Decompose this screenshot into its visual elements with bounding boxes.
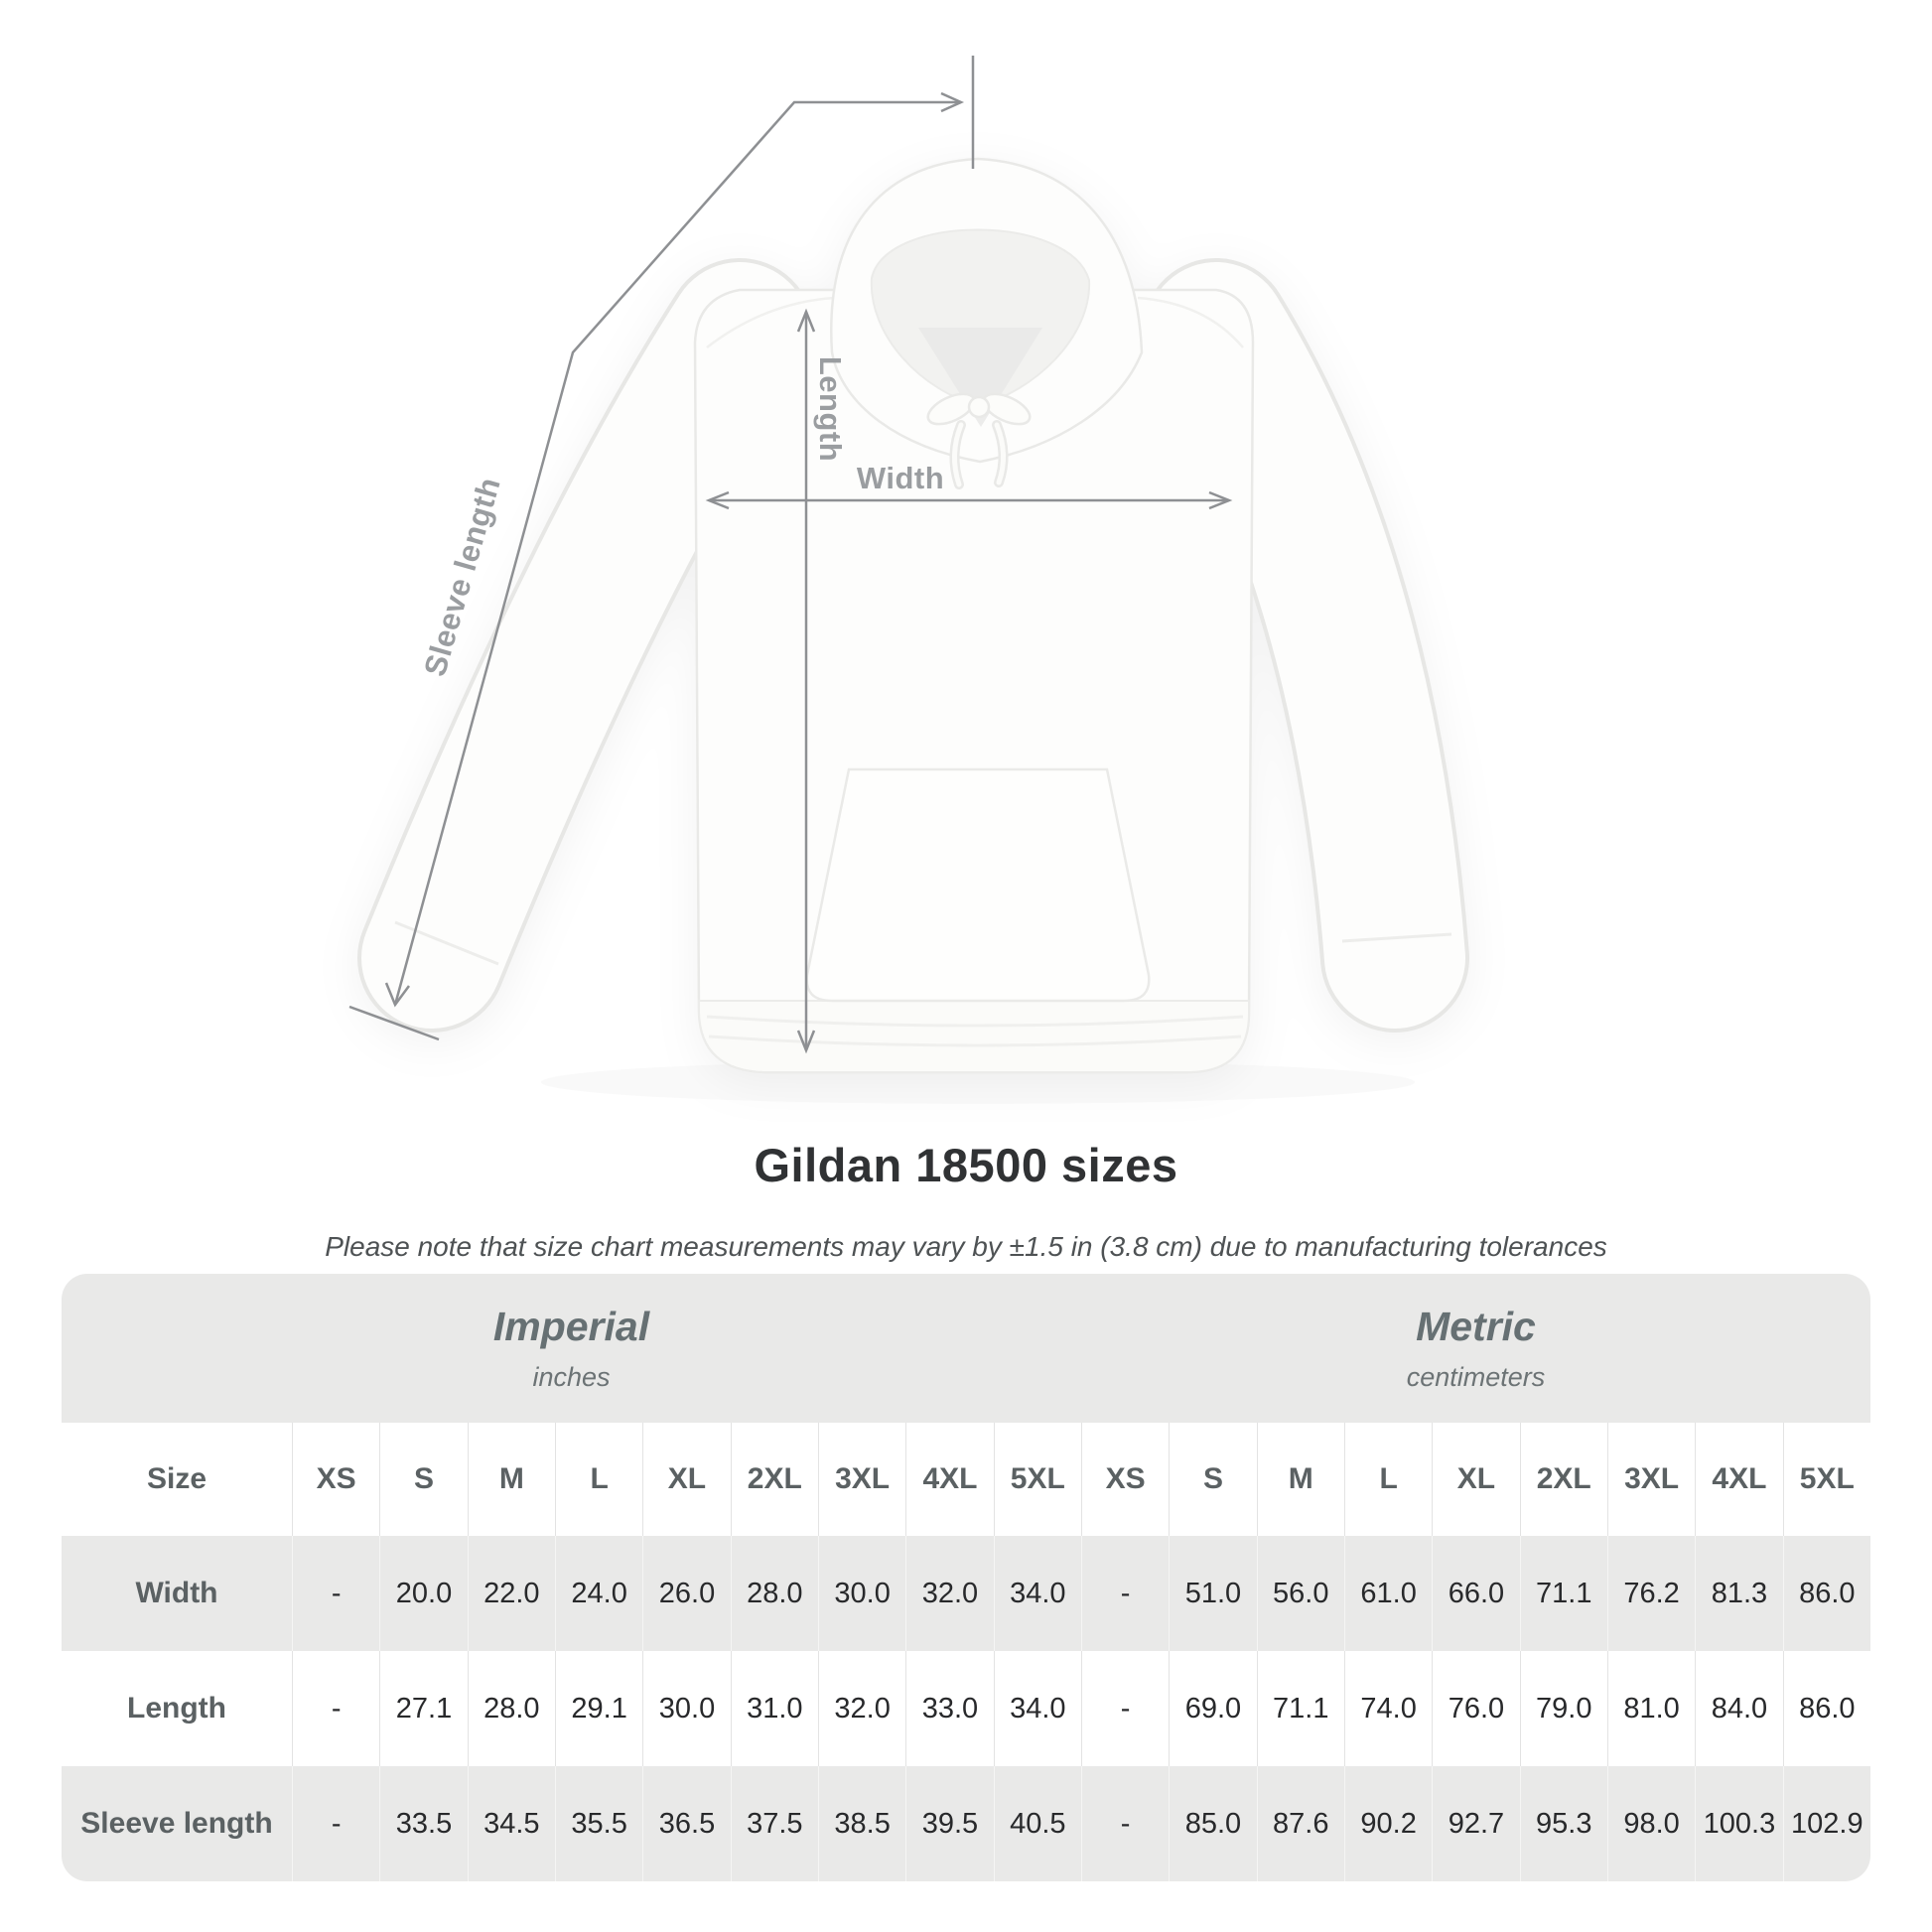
metric-size-header: 3XL <box>1607 1423 1695 1536</box>
imperial-value-cell: 31.0 <box>731 1651 818 1766</box>
imperial-value-cell: 36.5 <box>642 1766 730 1881</box>
metric-value-cell: 71.1 <box>1520 1536 1607 1651</box>
metric-value-cell: 81.0 <box>1607 1651 1695 1766</box>
imperial-value-cell: 26.0 <box>642 1536 730 1651</box>
imperial-size-header: 5XL <box>994 1423 1081 1536</box>
metric-value-cell: 81.3 <box>1695 1536 1782 1651</box>
metric-value-cell: 56.0 <box>1257 1536 1344 1651</box>
imperial-size-header: L <box>555 1423 642 1536</box>
metric-value-cell: - <box>1081 1651 1169 1766</box>
imperial-value-cell: - <box>292 1536 379 1651</box>
metric-value-cell: 51.0 <box>1169 1536 1256 1651</box>
length-row <box>62 1651 1870 1766</box>
imperial-value-cell: 28.0 <box>468 1651 555 1766</box>
metric-size-header: M <box>1257 1423 1344 1536</box>
imperial-value-cell: 37.5 <box>731 1766 818 1881</box>
metric-size-header: 4XL <box>1695 1423 1782 1536</box>
hoodie-graphic <box>395 159 1451 1104</box>
imperial-value-cell: 34.0 <box>994 1651 1081 1766</box>
metric-value-cell: - <box>1081 1536 1169 1651</box>
metric-size-header: XL <box>1432 1423 1519 1536</box>
imperial-size-header: M <box>468 1423 555 1536</box>
metric-value-cell: 87.6 <box>1257 1766 1344 1881</box>
length-row-label: Length <box>62 1651 292 1766</box>
size-chart-table <box>62 1274 1870 1881</box>
imperial-unit-label: inches <box>532 1362 611 1392</box>
width-row-label: Width <box>62 1536 292 1651</box>
imperial-value-cell: - <box>292 1766 379 1881</box>
metric-value-cell: 79.0 <box>1520 1651 1607 1766</box>
sleeve-length-row-label: Sleeve length <box>62 1766 292 1881</box>
imperial-value-cell: 32.0 <box>818 1651 905 1766</box>
imperial-value-cell: 30.0 <box>818 1536 905 1651</box>
metric-size-header: L <box>1344 1423 1432 1536</box>
metric-header-cell <box>1081 1274 1870 1423</box>
metric-value-cell: 100.3 <box>1695 1766 1782 1881</box>
metric-value-cell: 90.2 <box>1344 1766 1432 1881</box>
metric-size-header: XS <box>1081 1423 1169 1536</box>
size-column-header: Size <box>62 1423 292 1536</box>
length-measure-label: Length <box>813 355 848 463</box>
bow-knot <box>969 397 989 417</box>
metric-value-cell: 76.0 <box>1432 1651 1519 1766</box>
imperial-size-header: 4XL <box>905 1423 993 1536</box>
metric-value-cell: 66.0 <box>1432 1536 1519 1651</box>
metric-value-cell: 74.0 <box>1344 1651 1432 1766</box>
metric-value-cell: 71.1 <box>1257 1651 1344 1766</box>
imperial-value-cell: 27.1 <box>379 1651 467 1766</box>
imperial-value-cell: 24.0 <box>555 1536 642 1651</box>
imperial-value-cell: 38.5 <box>818 1766 905 1881</box>
imperial-value-cell: 28.0 <box>731 1536 818 1651</box>
imperial-value-cell: 35.5 <box>555 1766 642 1881</box>
size-chart-table-container <box>62 1274 1870 1881</box>
imperial-size-header: S <box>379 1423 467 1536</box>
metric-value-cell: 95.3 <box>1520 1766 1607 1881</box>
metric-value-cell: 76.2 <box>1607 1536 1695 1651</box>
width-measure-label: Width <box>856 461 945 495</box>
metric-unit-label: centimeters <box>1406 1362 1546 1392</box>
tolerance-note: Please note that size chart measurements may vary by ±1.5 in (3.8 cm) due to manufacturing tolerances <box>325 1231 1607 1262</box>
metric-size-header: 2XL <box>1520 1423 1607 1536</box>
imperial-value-cell: 39.5 <box>905 1766 993 1881</box>
unit-header-row <box>62 1274 1870 1423</box>
metric-value-cell: 98.0 <box>1607 1766 1695 1881</box>
metric-size-header: 5XL <box>1783 1423 1870 1536</box>
imperial-size-header: 2XL <box>731 1423 818 1536</box>
imperial-value-cell: 20.0 <box>379 1536 467 1651</box>
kangaroo-pocket <box>807 769 1150 1001</box>
metric-value-cell: 61.0 <box>1344 1536 1432 1651</box>
size-header-row <box>62 1423 1870 1536</box>
imperial-value-cell: 40.5 <box>994 1766 1081 1881</box>
imperial-value-cell: 29.1 <box>555 1651 642 1766</box>
imperial-value-cell: 33.5 <box>379 1766 467 1881</box>
sleeve-length-row <box>62 1766 1870 1881</box>
imperial-value-cell: 32.0 <box>905 1536 993 1651</box>
imperial-value-cell: 30.0 <box>642 1651 730 1766</box>
metric-value-cell: 86.0 <box>1783 1536 1870 1651</box>
imperial-size-header: 3XL <box>818 1423 905 1536</box>
metric-value-cell: 92.7 <box>1432 1766 1519 1881</box>
metric-value-cell: - <box>1081 1766 1169 1881</box>
imperial-value-cell: 33.0 <box>905 1651 993 1766</box>
metric-value-cell: 86.0 <box>1783 1651 1870 1766</box>
sleeve-length-measure-label: Sleeve length <box>417 473 507 680</box>
metric-size-header: S <box>1169 1423 1256 1536</box>
imperial-label: Imperial <box>492 1304 650 1349</box>
page-title: Gildan 18500 sizes <box>754 1139 1178 1191</box>
hem-band <box>699 1001 1249 1072</box>
imperial-value-cell: - <box>292 1651 379 1766</box>
metric-value-cell: 69.0 <box>1169 1651 1256 1766</box>
imperial-value-cell: 34.5 <box>468 1766 555 1881</box>
imperial-header-cell <box>62 1274 1081 1423</box>
metric-value-cell: 102.9 <box>1783 1766 1870 1881</box>
width-row <box>62 1536 1870 1651</box>
imperial-size-header: XL <box>642 1423 730 1536</box>
left-sleeve-fill <box>432 333 740 958</box>
imperial-size-header: XS <box>292 1423 379 1536</box>
metric-label: Metric <box>1416 1304 1536 1349</box>
metric-value-cell: 84.0 <box>1695 1651 1782 1766</box>
metric-value-cell: 85.0 <box>1169 1766 1256 1881</box>
imperial-value-cell: 34.0 <box>994 1536 1081 1651</box>
imperial-value-cell: 22.0 <box>468 1536 555 1651</box>
